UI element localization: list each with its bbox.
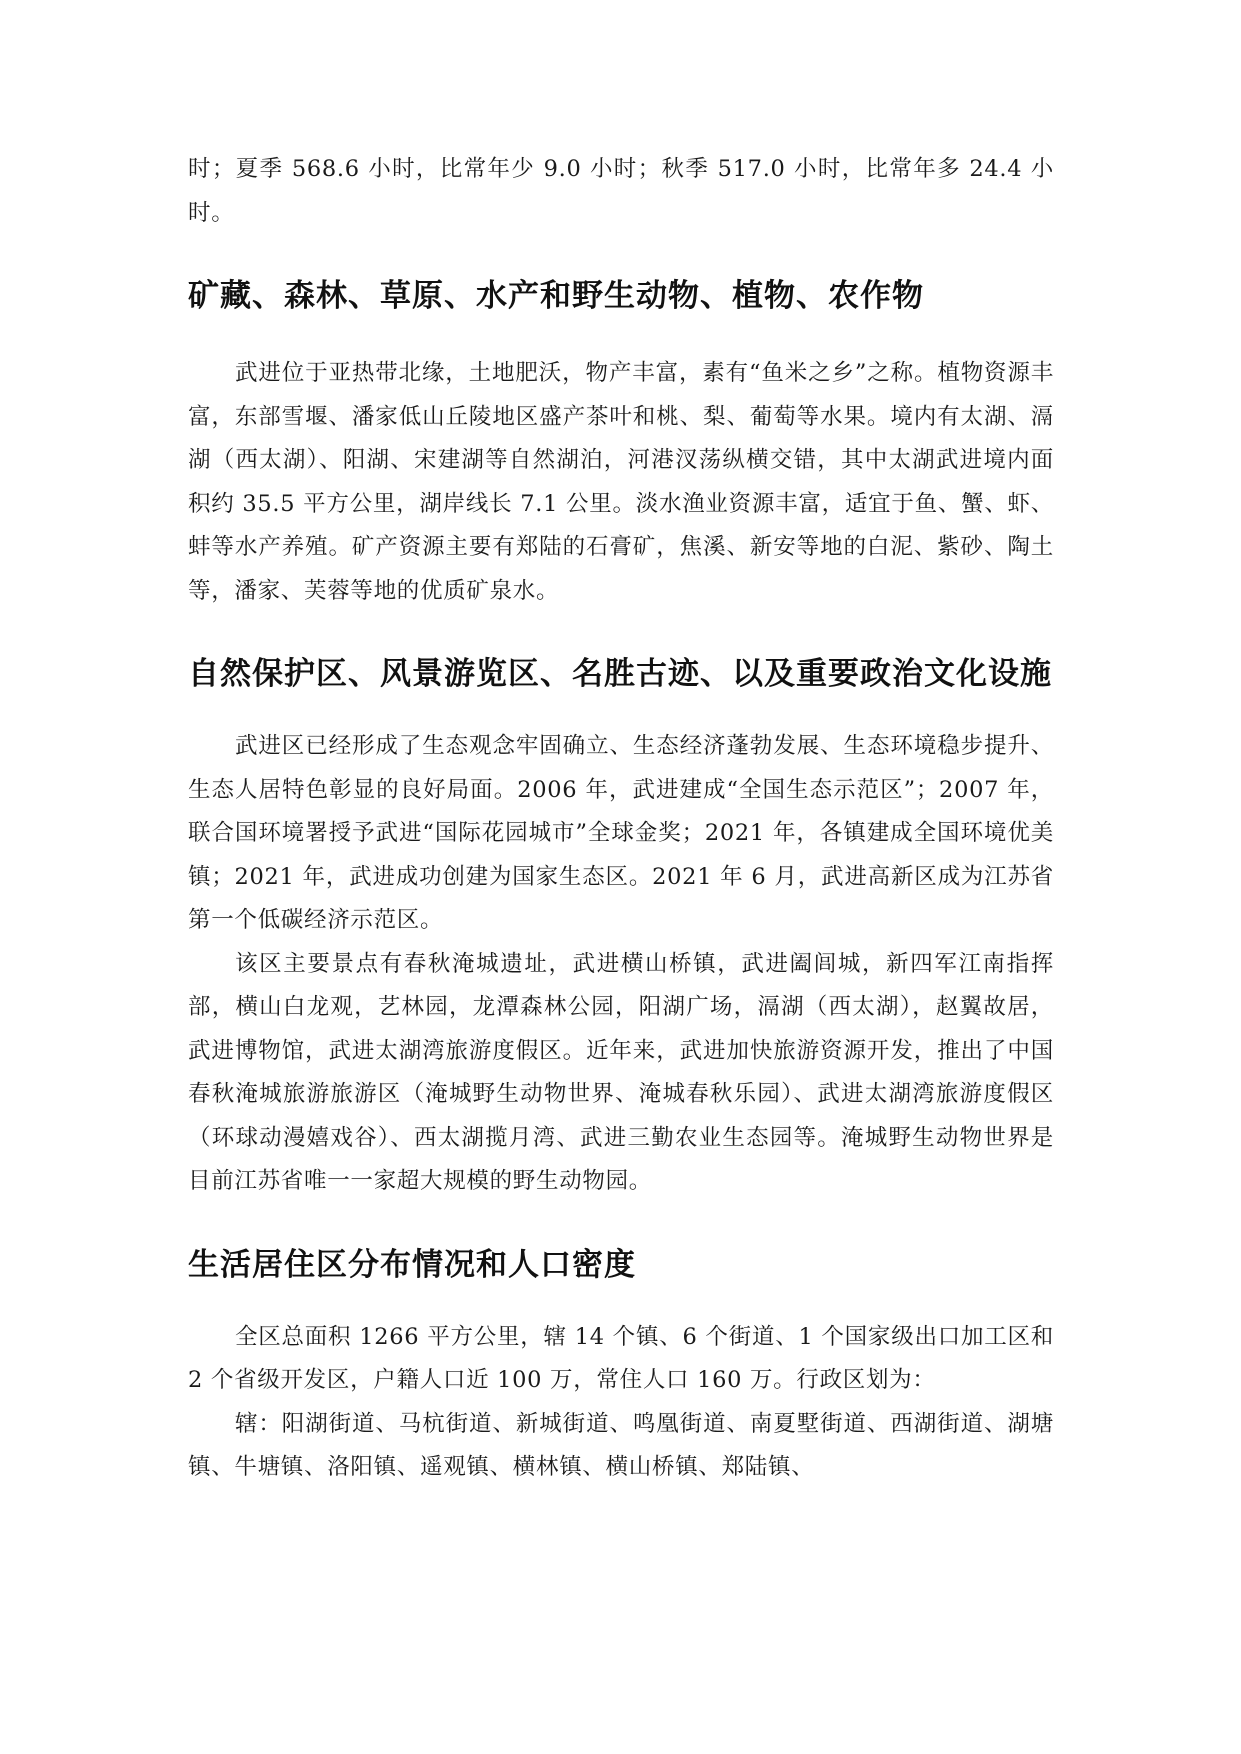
section-heading-residential: 生活居住区分布情况和人口密度 <box>188 1246 636 1283</box>
administrative-divisions-paragraph: 辖：阳湖街道、马杭街道、新城街道、鸣凰街道、南夏墅街道、西湖街道、湖塘镇、牛塘镇、洛阳镇、遥观镇、横林镇、横山桥镇、郑陆镇、 <box>188 1410 1054 1480</box>
section-heading-scenic-areas: 自然保护区、风景游览区、名胜古迹、以及重要政治文化设施 <box>188 656 1052 692</box>
area-population-paragraph: 全区总面积 1266 平方公里，辖 14 个镇、6 个街道、1 个国家级出口加工区和 2 个省级开发区，户籍人口近 100 万，常住人口 160 万。行政区划为： <box>188 1323 1054 1393</box>
attractions-paragraph: 该区主要景点有春秋淹城遗址，武进横山桥镇，武进阖闾城，新四军江南指挥部，横山白龙观，艺林园，龙潭森林公园，阳湖广场，滆湖（西太湖），赵翼故居，武进博物馆，武进太湖湾旅游度假区。近年来，武进加快旅游资源开发，推出了中国春秋淹城旅游旅游区（淹城野生动物世界、淹城春秋乐园）、武进太湖湾旅游度假区（环球动漫嬉戏谷）、西太湖揽月湾、武进三勤农业生态园等。淹城野生动物世界是目前江苏省唯一一家超大规模的野生动物园。 <box>188 950 1054 1194</box>
ecology-paragraph: 武进区已经形成了生态观念牢固确立、生态经济蓬勃发展、生态环境稳步提升、生态人居特色彰显的良好局面。2006 年，武进建成“全国生态示范区”；2007 年，联合国环境署授予武进“国际花园城市”全球金奖；2021 年，各镇建成全国环境优美镇；2021 年，武进成功创建为国家生态区。2021 年 6 月，武进高新区成为江苏省第一个低碳经济示范区。 <box>188 733 1054 933</box>
section-heading-resources: 矿藏、森林、草原、水产和野生动物、植物、农作物 <box>188 278 924 314</box>
continuation-paragraph: 时；夏季 568.6 小时，比常年少 9.0 小时；秋季 517.0 小时，比常年多 24.4 小时。 <box>188 156 1054 226</box>
resources-paragraph: 武进位于亚热带北缘，土地肥沃，物产丰富，素有“鱼米之乡”之称。植物资源丰富，东部雪堰、潘家低山丘陵地区盛产茶叶和桃、梨、葡萄等水果。境内有太湖、滆湖（西太湖）、阳湖、宋建湖等自然湖泊，河港汊荡纵横交错，其中太湖武进境内面积约 35.5 平方公里，湖岸线长 7.1 公里。淡水渔业资源丰富，适宜于鱼、蟹、虾、蚌等水产养殖。矿产资源主要有郑陆的石膏矿，焦溪、新安等地的白泥、紫砂、陶土等，潘家、芙蓉等地的优质矿泉水。 <box>188 360 1054 604</box>
document-page <box>188 148 1054 1490</box>
